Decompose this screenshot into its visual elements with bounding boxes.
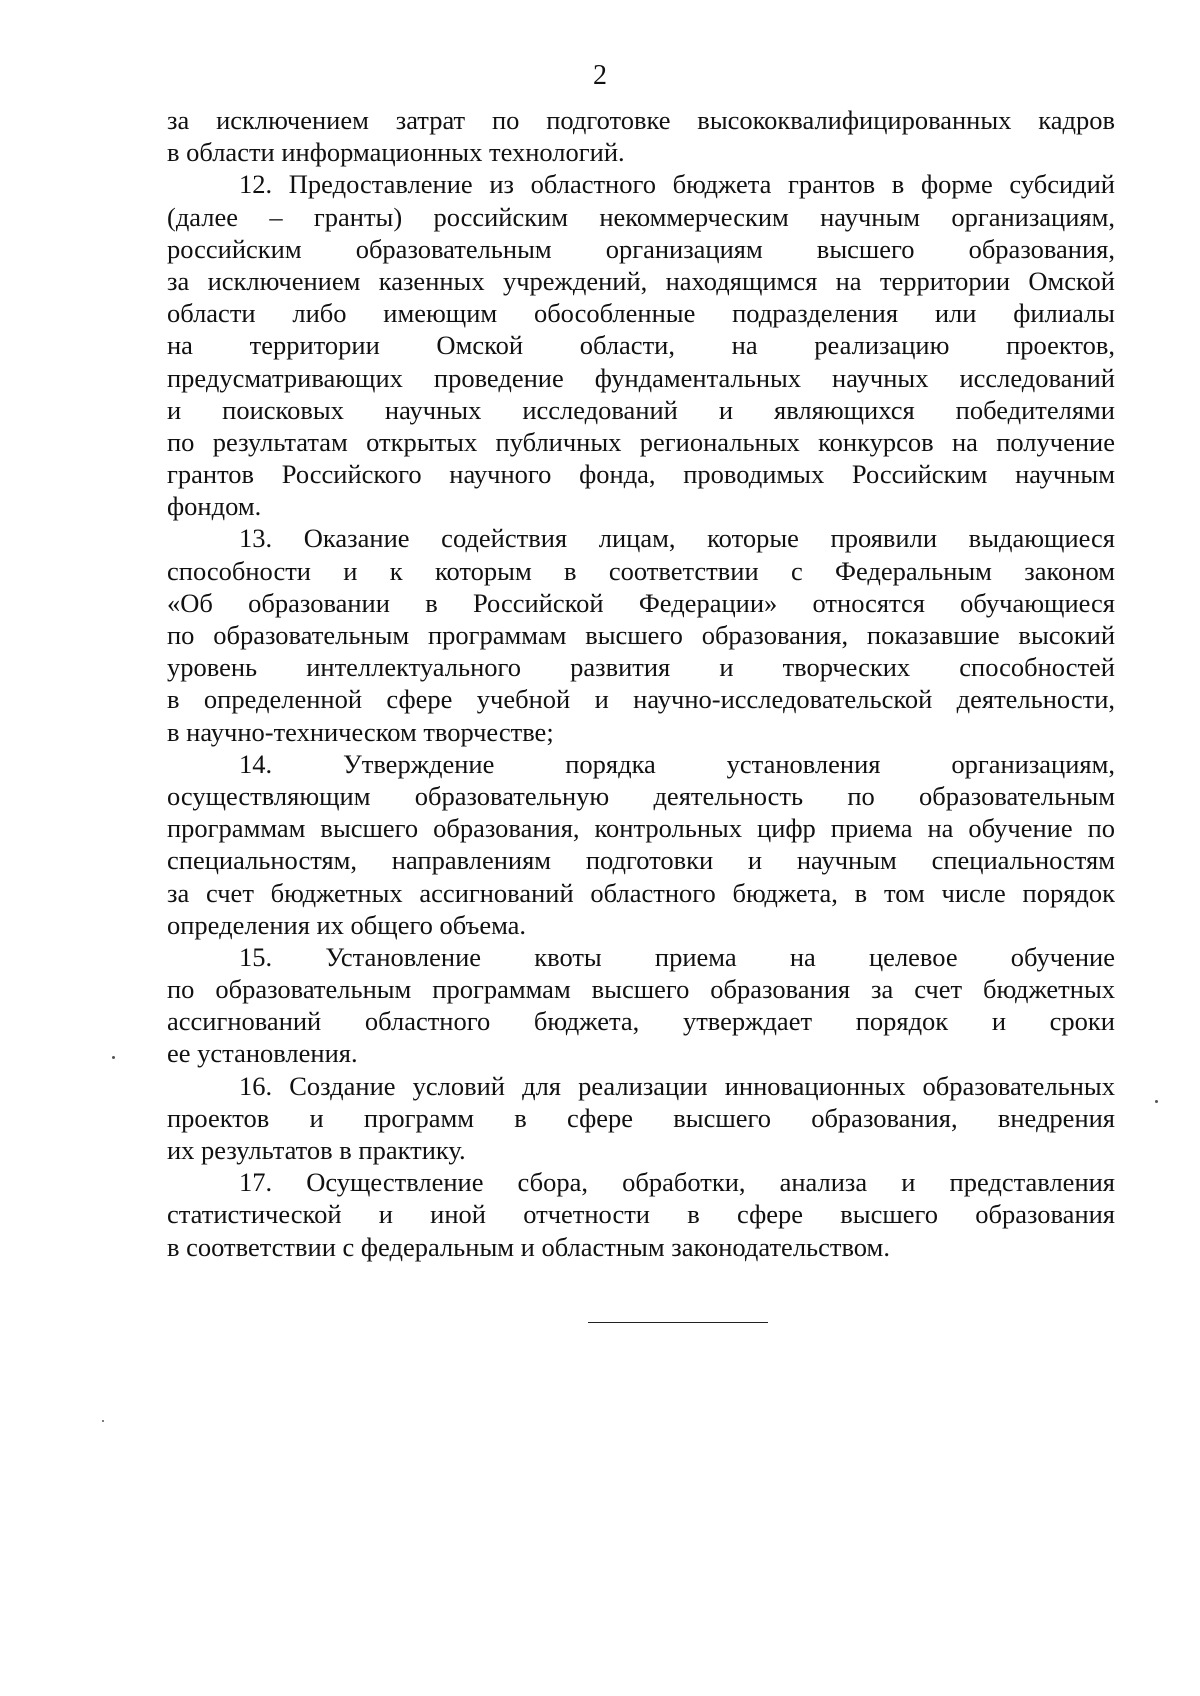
text-line: области либо имеющим обособленные подразделения или филиалы bbox=[167, 298, 1115, 329]
text-line: программам высшего образования, контрольных цифр приема на обучение по bbox=[167, 813, 1115, 844]
text-line: определения их общего объема. bbox=[167, 909, 527, 940]
text-line: по образовательным программам высшего образования, показавшие высокий bbox=[167, 620, 1115, 650]
paragraph-12 bbox=[167, 168, 1115, 522]
text-line: 12. Предоставление из областного бюджета грантов в форме субсидий bbox=[239, 169, 1115, 200]
text-line: статистической и иной отчетности в сфере высшего образования bbox=[167, 1199, 1115, 1230]
text-line: по результатам открытых публичных региональных конкурсов на получение bbox=[167, 426, 1115, 457]
text-line: грантов Российского научного фонда, проводимых Российским научным bbox=[167, 459, 1115, 490]
text-line: в научно-техническом творчестве; bbox=[167, 716, 554, 747]
text-line: российским образовательным организациям высшего образования, bbox=[167, 233, 1115, 264]
text-line: в соответствии с федеральным и областным законодательством. bbox=[167, 1231, 890, 1262]
scan-speck bbox=[102, 1420, 104, 1422]
scan-speck bbox=[112, 1056, 115, 1059]
scan-speck bbox=[1155, 1100, 1158, 1103]
text-line: и поисковых научных исследований и являющихся победителями bbox=[167, 394, 1115, 425]
text-line: в области информационных технологий. bbox=[167, 137, 625, 168]
text-line: ее установления. bbox=[167, 1038, 358, 1069]
text-line: по образовательным программам высшего образования за счет бюджетных bbox=[167, 974, 1115, 1005]
end-of-document-rule bbox=[588, 1322, 768, 1323]
text-line: предусматривающих проведение фундаментальных научных исследований bbox=[167, 362, 1115, 393]
text-line: фондом. bbox=[167, 491, 262, 522]
text-line: ассигнований областного бюджета, утверждает порядок и сроки bbox=[167, 1006, 1115, 1037]
page-number: 2 bbox=[593, 60, 607, 91]
text-line: проектов и программ в сфере высшего образования, внедрения bbox=[167, 1102, 1115, 1133]
paragraph-17 bbox=[167, 1166, 1115, 1263]
document-body bbox=[167, 104, 1115, 1263]
paragraph-16 bbox=[167, 1070, 1115, 1167]
text-line: 13. Оказание содействия лицам, которые проявили выдающиеся bbox=[239, 523, 1115, 554]
text-line: на территории Омской области, на реализацию проектов, bbox=[167, 330, 1115, 361]
text-line: «Об образовании в Российской Федерации» относятся обучающиеся bbox=[167, 587, 1115, 618]
text-line: уровень интеллектуального развития и творческих способностей bbox=[167, 652, 1115, 683]
text-line: за счет бюджетных ассигнований областного бюджета, в том числе порядок bbox=[167, 877, 1115, 908]
text-line: специальностям, направлениям подготовки и научным специальностям bbox=[167, 845, 1115, 876]
text-line: способности и к которым в соответствии с Федеральным законом bbox=[167, 555, 1115, 586]
text-line: 16. Создание условий для реализации инновационных образовательных bbox=[239, 1070, 1115, 1101]
text-line: за исключением казенных учреждений, находящимся на территории Омской bbox=[167, 265, 1115, 296]
text-line: в определенной сфере учебной и научно-исследовательской деятельности, bbox=[167, 684, 1115, 715]
text-line: осуществляющим образовательную деятельность по образовательным bbox=[167, 780, 1115, 811]
text-line: за исключением затрат по подготовке высококвалифицированных кадров bbox=[167, 105, 1115, 135]
text-line: 17. Осуществление сбора, обработки, анализа и представления bbox=[239, 1167, 1115, 1198]
text-line: их результатов в практику. bbox=[167, 1135, 466, 1165]
text-line: (далее – гранты) российским некоммерческим научным организациям, bbox=[167, 201, 1115, 232]
paragraph-15 bbox=[167, 941, 1115, 1070]
paragraph-14 bbox=[167, 748, 1115, 941]
text-line: 15. Установление квоты приема на целевое обучение bbox=[239, 941, 1115, 972]
text-line: 14. Утверждение порядка установления организациям, bbox=[239, 748, 1115, 779]
paragraph-continuation bbox=[167, 104, 1115, 168]
paragraph-13 bbox=[167, 522, 1115, 747]
